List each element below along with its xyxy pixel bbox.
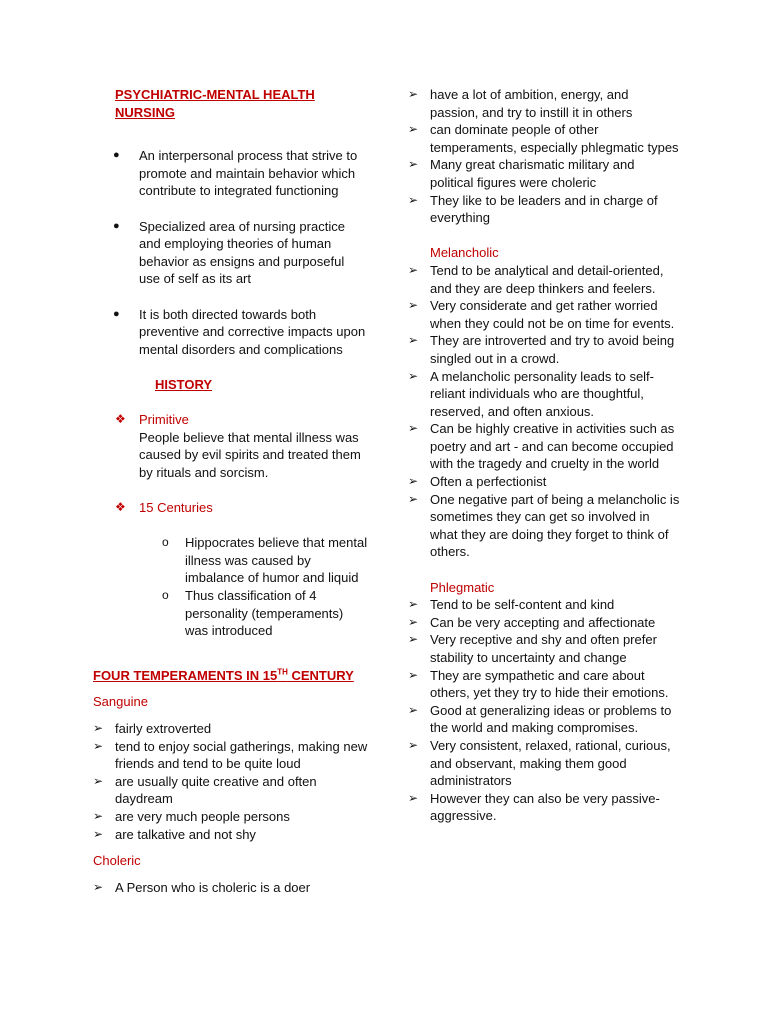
arrow-bullet-icon: ➢ [93,826,104,841]
arrow-bullet-icon: ➢ [408,667,419,682]
arrow-bullet-icon: ➢ [408,632,419,647]
bullet-icon: ● [113,219,120,232]
list-item: ➢ They like to be leaders and in charge of everything [408,192,658,226]
arrow-bullet-icon: ➢ [408,614,419,629]
list-item: ➢ tend to enjoy social gatherings, making new friends and tend to be quite loud [93,738,368,772]
arrow-bullet-icon: ➢ [93,808,104,823]
list-item: ➢ Very consistent, relaxed, rational, curious, and observant, making them good administrators [408,737,671,789]
sanguine-list [93,720,368,843]
list-item: ➢ Very considerate and get rather worried when they could not be on time for events. [408,298,675,331]
list-item: ➢ Tend to be analytical and detail-oriented, and they are deep thinkers and feelers. [408,262,664,296]
arrow-bullet-icon: ➢ [408,262,419,277]
arrow-bullet-icon: ➢ [408,87,419,101]
list-item: ➢ Tend to be self-content and kind [408,597,615,613]
list-item: ● An interpersonal process that strive to promote and maintain behavior which contribute to integrated functioning [113,148,358,199]
four-temperaments-heading: FOUR TEMPERAMENTS IN 15TH CENTURY [93,667,354,683]
list-item: ➢ Can be highly creative in activities such as poetry and art - and can become occupied with the tragedy and cruelty in the world [408,421,675,472]
list-item: ➢ are talkative and not shy [93,826,256,842]
list-item: ➢ are very much people persons [93,808,290,824]
arrow-bullet-icon: ➢ [408,421,419,436]
history-heading: HISTORY [155,376,213,392]
arrow-bullet-icon: ➢ [93,773,104,788]
arrow-bullet-icon: ➢ [408,491,419,506]
list-item: o Hippocrates believe that mental illness was caused by imbalance of humor and liquid [162,535,368,586]
list-item: ➢ Good at generalizing ideas or problems to the world and making compromises. [408,702,672,736]
sanguine-label: Sanguine [93,694,148,710]
diamond-bullet-icon: ❖ [115,412,126,427]
centuries-section [93,499,368,517]
melancholic-list [408,262,680,561]
arrow-bullet-icon: ➢ [93,879,104,894]
choleric-label: Choleric [93,853,141,869]
list-item: ➢ A Person who is choleric is a doer [93,879,311,895]
arrow-bullet-icon: ➢ [408,122,419,137]
choleric-continued-list [408,86,680,227]
list-item: ➢ They are introverted and try to avoid being singled out in a crowd. [408,333,675,366]
arrow-bullet-icon: ➢ [408,790,419,805]
list-item: ➢ One negative part of being a melancholic is sometimes they can get so involved in what they are doing they forget to think of others. [408,491,680,560]
right-column [408,86,680,825]
list-item: ➢ A melancholic personality leads to self-reliant individuals who are thoughtful, reserved, and often anxious. [408,368,655,419]
list-item: o Thus classification of 4 personality (temperaments) was introduced [162,588,344,639]
list-item: ● It is both directed towards both preventive and corrective impacts upon mental disorders and complications [113,306,366,357]
list-item: ➢ Often a perfectionist [408,474,547,490]
circle-bullet-icon: o [162,588,169,603]
arrow-bullet-icon: ➢ [93,721,104,735]
choleric-list [93,879,368,897]
arrow-bullet-icon: ➢ [93,738,104,753]
arrow-bullet-icon: ➢ [408,737,419,752]
list-item: ➢ Very receptive and shy and often prefer stability to uncertainty and change [408,632,657,665]
arrow-bullet-icon: ➢ [408,597,419,612]
list-item: ➢ However they can also be very passive-aggressive. [408,790,660,824]
primitive-text: People believe that mental illness was caused by evil spirits and treated them by rituals and sorcism. [139,429,361,480]
bullet-icon: ● [113,149,120,162]
arrow-bullet-icon: ➢ [408,702,419,717]
page-title [93,86,368,121]
intro-bullet-list [93,147,368,358]
list-item: ➢ have a lot of ambition, energy, and passion, and try to instill it in others [408,87,633,120]
list-item: ➢ are usually quite creative and often daydream [93,773,317,807]
arrow-bullet-icon: ➢ [408,192,419,207]
phlegmatic-list [408,596,680,825]
list-item: ➢ They are sympathetic and care about others, yet they try to hide their emotions. [408,667,669,701]
list-item: ➢ Many great charismatic military and political figures were choleric [408,157,635,190]
list-item: ● Specialized area of nursing practice and employing theories of human behavior as ensigns and purposeful use of self as its art [113,218,345,287]
arrow-bullet-icon: ➢ [408,298,419,313]
arrow-bullet-icon: ➢ [408,157,419,172]
list-item: ➢ Can be very accepting and affectionate [408,614,656,630]
centuries-list [93,534,368,640]
list-item: ➢ fairly extroverted [93,721,212,736]
left-column [93,86,368,896]
list-item: ➢ can dominate people of other temperaments, especially phlegmatic types [408,122,679,155]
primitive-section [93,411,368,481]
melancholic-label: Melancholic [430,245,499,261]
arrow-bullet-icon: ➢ [408,368,419,383]
arrow-bullet-icon: ➢ [408,333,419,348]
bullet-icon: ● [113,307,120,320]
primitive-label: Primitive [139,412,189,428]
page-title-text: PSYCHIATRIC-MENTAL HEALTH NURSING [115,87,315,120]
circle-bullet-icon: o [162,535,169,550]
phlegmatic-label: Phlegmatic [430,579,495,595]
diamond-bullet-icon: ❖ [115,500,126,515]
centuries-label: 15 Centuries [139,500,213,516]
arrow-bullet-icon: ➢ [408,474,419,489]
